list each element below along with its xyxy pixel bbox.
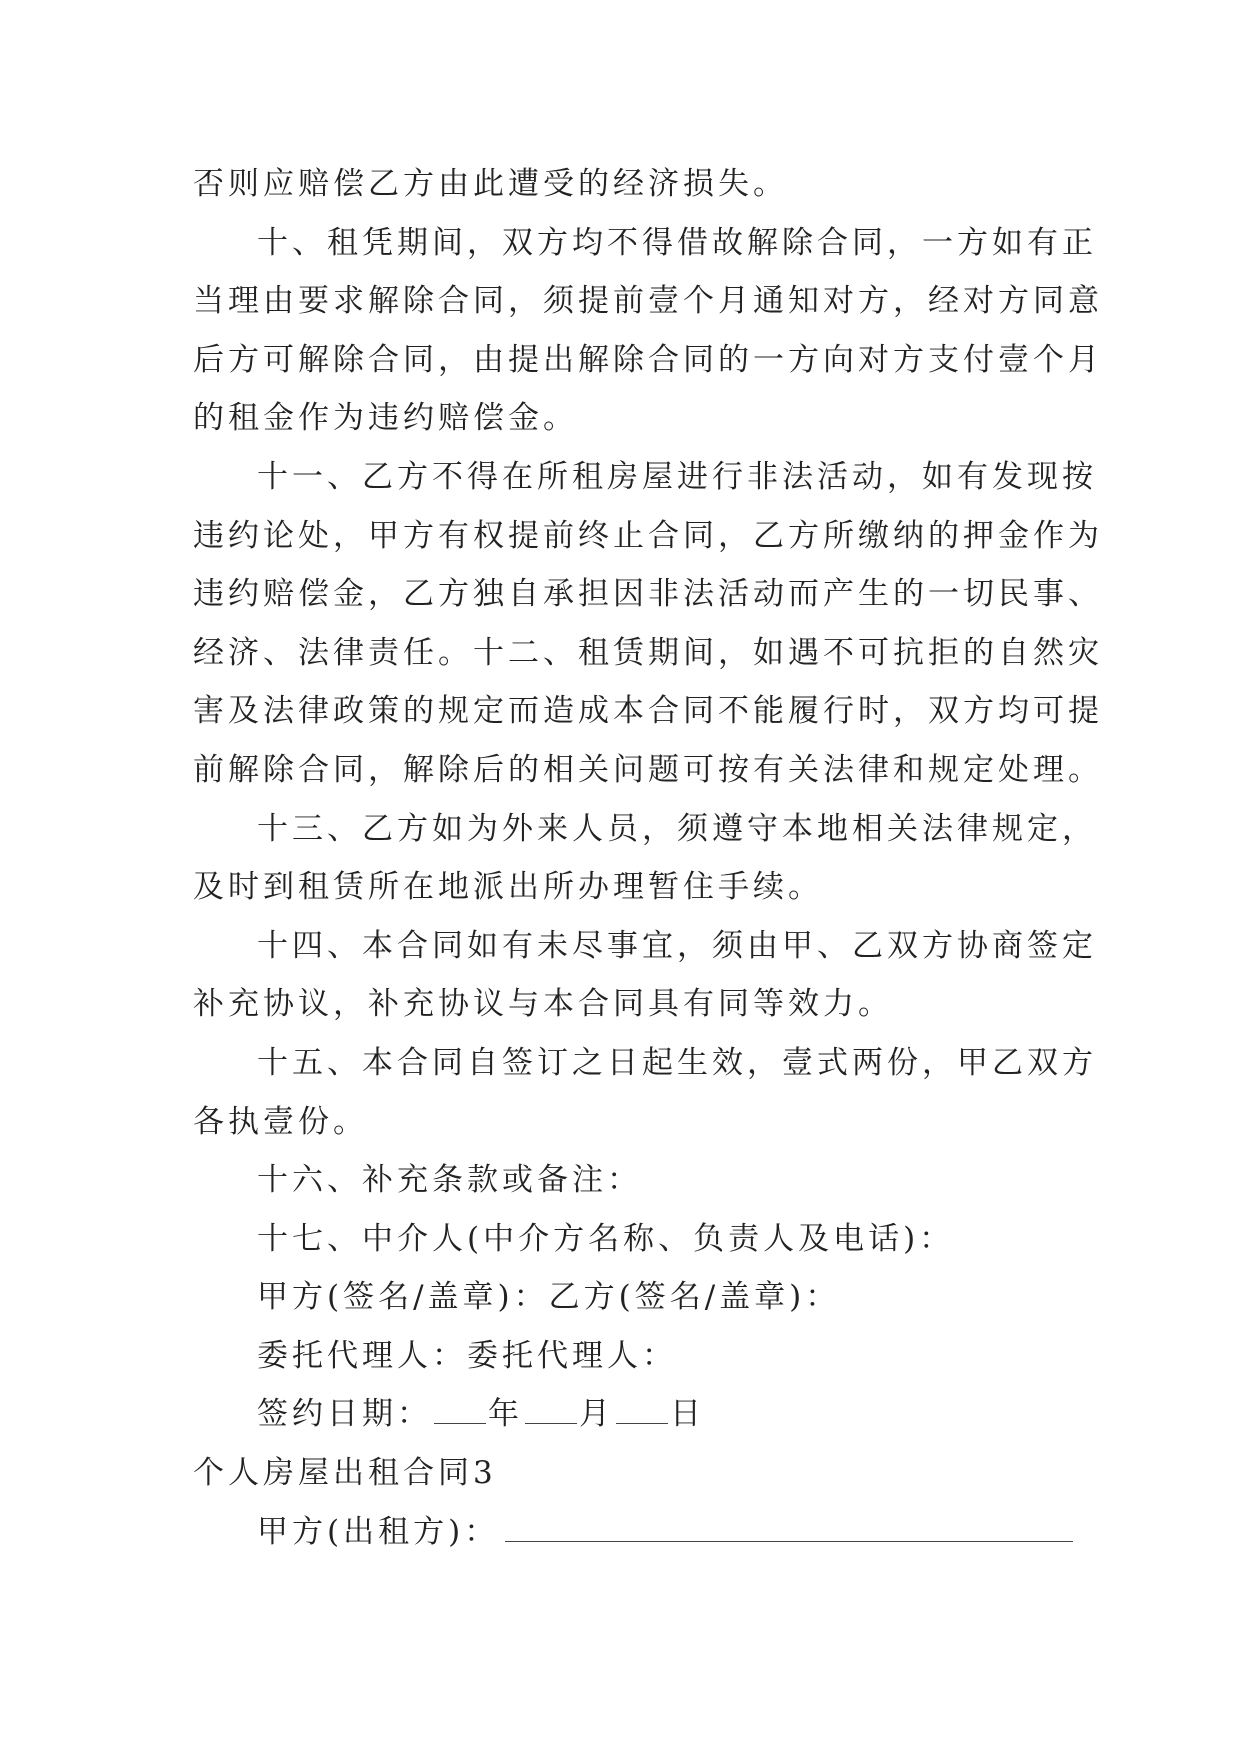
paragraph-line: 前解除合同，解除后的相关问题可按有关法律和规定处理。 bbox=[193, 751, 1103, 788]
year-label: 年 bbox=[488, 1396, 523, 1433]
signing-date-line bbox=[193, 1385, 1053, 1444]
agent-line: 委托代理人：委托代理人： bbox=[257, 1337, 677, 1374]
paragraph-line: 后方可解除合同，由提出解除合同的一方向对方支付壹个月 bbox=[193, 341, 1103, 378]
paragraph-line: 经济、法律责任。十二、租赁期间，如遇不可抗拒的自然灾 bbox=[193, 634, 1103, 671]
paragraph-line: 违约论处，甲方有权提前终止合同，乙方所缴纳的押金作为 bbox=[193, 517, 1103, 554]
signing-date-label: 签约日期： bbox=[257, 1396, 432, 1433]
paragraph-line: 及时到租赁所在地派出所办理暂住手续。 bbox=[193, 869, 823, 906]
paragraph-line: 当理由要求解除合同，须提前壹个月通知对方，经对方同意 bbox=[193, 283, 1103, 320]
month-blank bbox=[525, 1389, 577, 1424]
paragraph-line: 各执壹份。 bbox=[193, 1103, 368, 1140]
party-a-line bbox=[193, 1503, 1053, 1562]
clause-14-line: 十四、本合同如有未尽事宜，须由甲、乙双方协商签定 bbox=[257, 927, 1097, 964]
year-blank bbox=[434, 1389, 486, 1424]
clause-16-line: 十六、补充条款或备注： bbox=[257, 1162, 642, 1199]
paragraph-line: 补充协议，补充协议与本合同具有同等效力。 bbox=[193, 986, 893, 1023]
month-label: 月 bbox=[579, 1396, 614, 1433]
paragraph-line: 否则应赔偿乙方由此遭受的经济损失。 bbox=[193, 166, 788, 202]
day-label: 日 bbox=[670, 1396, 705, 1433]
signature-line: 甲方(签名/盖章)：乙方(签名/盖章)： bbox=[257, 1279, 841, 1316]
paragraph-line: 的租金作为违约赔偿金。 bbox=[193, 400, 578, 437]
clause-15-line: 十五、本合同自签订之日起生效，壹式两份，甲乙双方 bbox=[257, 1044, 1097, 1081]
clause-11-line: 十一、乙方不得在所租房屋进行非法活动，如有发现按 bbox=[257, 458, 1097, 495]
party-a-label: 甲方(出租方)： bbox=[257, 1513, 500, 1550]
document-body bbox=[193, 155, 1103, 1561]
paragraph-line: 违约赔偿金，乙方独自承担因非法活动而产生的一切民事、 bbox=[193, 576, 1103, 613]
clause-10-line: 十、租凭期间，双方均不得借故解除合同，一方如有正 bbox=[257, 224, 1097, 261]
day-blank bbox=[616, 1389, 668, 1424]
party-a-blank bbox=[505, 1507, 1073, 1542]
section-title: 个人房屋出租合同3 bbox=[193, 1455, 497, 1492]
paragraph-line: 害及法律政策的规定而造成本合同不能履行时，双方均可提 bbox=[193, 693, 1103, 730]
clause-17-line: 十七、中介人(中介方名称、负责人及电话)： bbox=[257, 1220, 955, 1257]
clause-13-line: 十三、乙方如为外来人员，须遵守本地相关法律规定， bbox=[257, 810, 1097, 847]
